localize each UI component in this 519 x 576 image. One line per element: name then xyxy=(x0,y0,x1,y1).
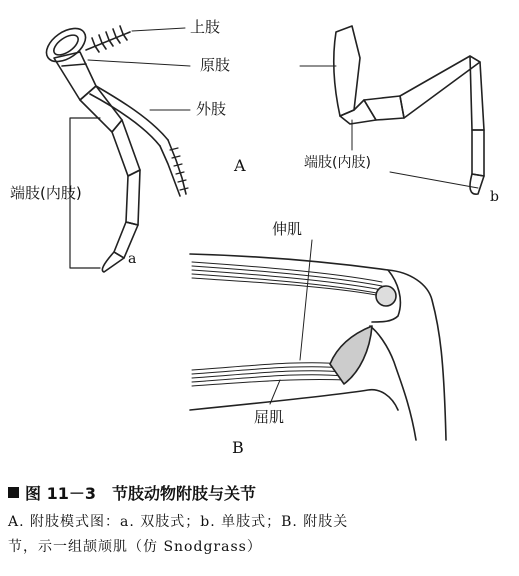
panel-label-B: B xyxy=(232,438,244,457)
label-flexor: 屈肌 xyxy=(254,408,285,426)
label-protopodite: 原肢 xyxy=(200,56,231,74)
caption-title: 图 11－3 节肢动物附肢与关节 xyxy=(25,483,256,503)
figure-caption xyxy=(8,480,513,560)
caption-body xyxy=(8,510,513,560)
label-upper-limb: 上肢 xyxy=(190,18,221,36)
caption-title-row xyxy=(8,480,513,504)
label-exopodite: 外肢 xyxy=(196,100,227,118)
label-extensor: 伸肌 xyxy=(272,220,303,238)
sublabel-b: b xyxy=(490,189,499,205)
biramous-appendage xyxy=(41,22,190,272)
label-endopodite-a: 端肢(内肢) xyxy=(10,184,82,202)
caption-line-2: 节，示一组颉颃肌（仿 Snodgrass） xyxy=(8,539,262,555)
caption-line-1: A. 附肢模式图：a. 双肢式；b. 单肢式；B. 附肢关 xyxy=(8,514,349,530)
joint-diagram xyxy=(190,240,446,440)
sublabel-a: a xyxy=(128,251,137,267)
label-endopodite-b: 端肢(内肢) xyxy=(304,155,371,171)
panel-label-A: A xyxy=(234,156,246,175)
caption-bullet-icon xyxy=(8,487,19,498)
